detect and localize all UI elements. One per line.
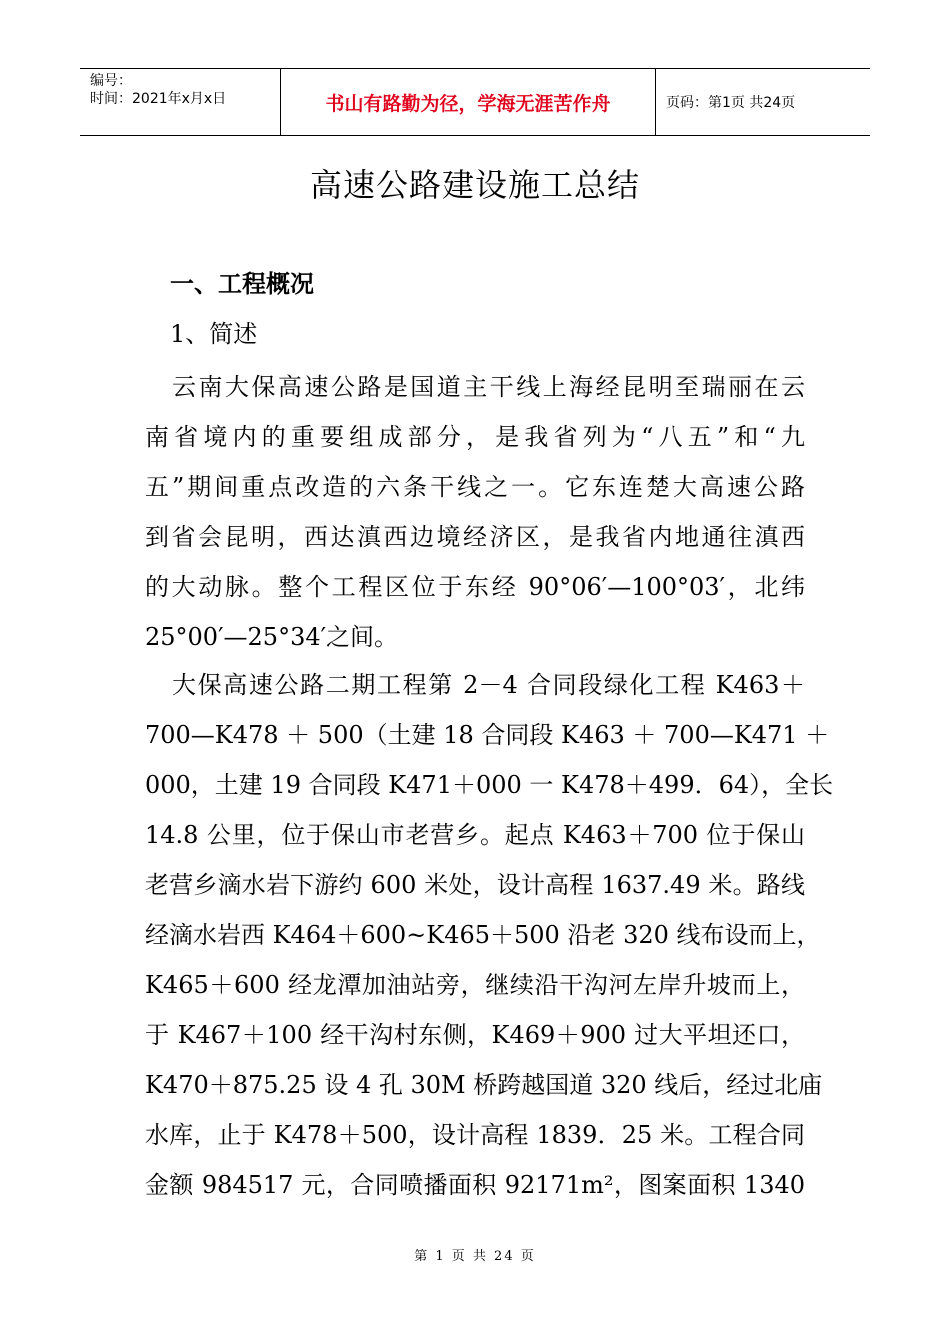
paragraph-overview bbox=[145, 362, 805, 662]
paragraph-line: 000，土建 19 合同段 K471＋000 一 K478＋499．64），全长 bbox=[145, 771, 834, 799]
paragraph-line: 于 K467＋100 经干沟村东侧，K469＋900 过大平坦还口， bbox=[145, 1021, 805, 1049]
paragraph-line: 大保高速公路二期工程第 2－4 合同段绿化工程 K463＋ bbox=[172, 671, 805, 699]
paragraph-line: 南省境内的重要组成部分，是我省列为“八五”和“九 bbox=[145, 423, 805, 451]
paragraph-line: 云南大保高速公路是国道主干线上海经昆明至瑞丽在云 bbox=[172, 373, 805, 401]
page-info-text: 页码：第1页 共24页 bbox=[666, 95, 796, 111]
number-label: 编号： bbox=[90, 73, 132, 89]
paragraph-line: 到省会昆明，西达滇西边境经济区，是我省内地通往滇西 bbox=[145, 523, 805, 551]
document-title: 高速公路建设施工总结 bbox=[309, 166, 640, 204]
paragraph-project-details bbox=[145, 660, 834, 1210]
paragraph-line: 的大动脉。整个工程区位于东经 90°06′—100°03′，北纬 bbox=[145, 573, 805, 601]
motto-text: 书山有路勤为径，学海无涯苦作舟 bbox=[325, 92, 611, 115]
sub-heading: 1、简述 bbox=[170, 320, 258, 348]
paragraph-line: 经滴水岩西 K464＋600~K465＋500 沿老 320 线布设而上， bbox=[145, 921, 821, 949]
paragraph-line: 25°00′—25°34′之间。 bbox=[145, 623, 399, 651]
paragraph-line: 老营乡滴水岩下游约 600 米处，设计高程 1637.49 米。路线 bbox=[145, 871, 805, 899]
motto-cell bbox=[281, 69, 656, 135]
header-table bbox=[80, 68, 870, 136]
date-label: 时间：2021年x月x日 bbox=[90, 91, 227, 107]
header-meta-cell bbox=[80, 69, 281, 135]
paragraph-line: 14.8 公里，位于保山市老营乡。起点 K463＋700 位于保山 bbox=[145, 821, 805, 849]
section-heading: 一、工程概况 bbox=[170, 270, 314, 298]
page-info-cell bbox=[656, 69, 870, 135]
paragraph-line: K465＋600 经龙潭加油站旁，继续沿干沟河左岸升坡而上， bbox=[145, 971, 805, 999]
paragraph-line: 五”期间重点改造的六条干线之一。它东连楚大高速公路 bbox=[145, 473, 805, 501]
paragraph-line: 金额 984517 元，合同喷播面积 92171m²，图案面积 1340 bbox=[145, 1171, 805, 1199]
paragraph-line: K470＋875.25 设 4 孔 30M 桥跨越国道 320 线后，经过北庙 bbox=[145, 1071, 823, 1099]
page-footer: 第 1 页 共 24 页 bbox=[414, 1249, 536, 1264]
paragraph-line: 水库，止于 K478＋500，设计高程 1839．25 米。工程合同 bbox=[145, 1121, 805, 1149]
paragraph-line: 700—K478 ＋ 500（土建 18 合同段 K463 ＋ 700—K471 ＋ bbox=[145, 721, 830, 749]
